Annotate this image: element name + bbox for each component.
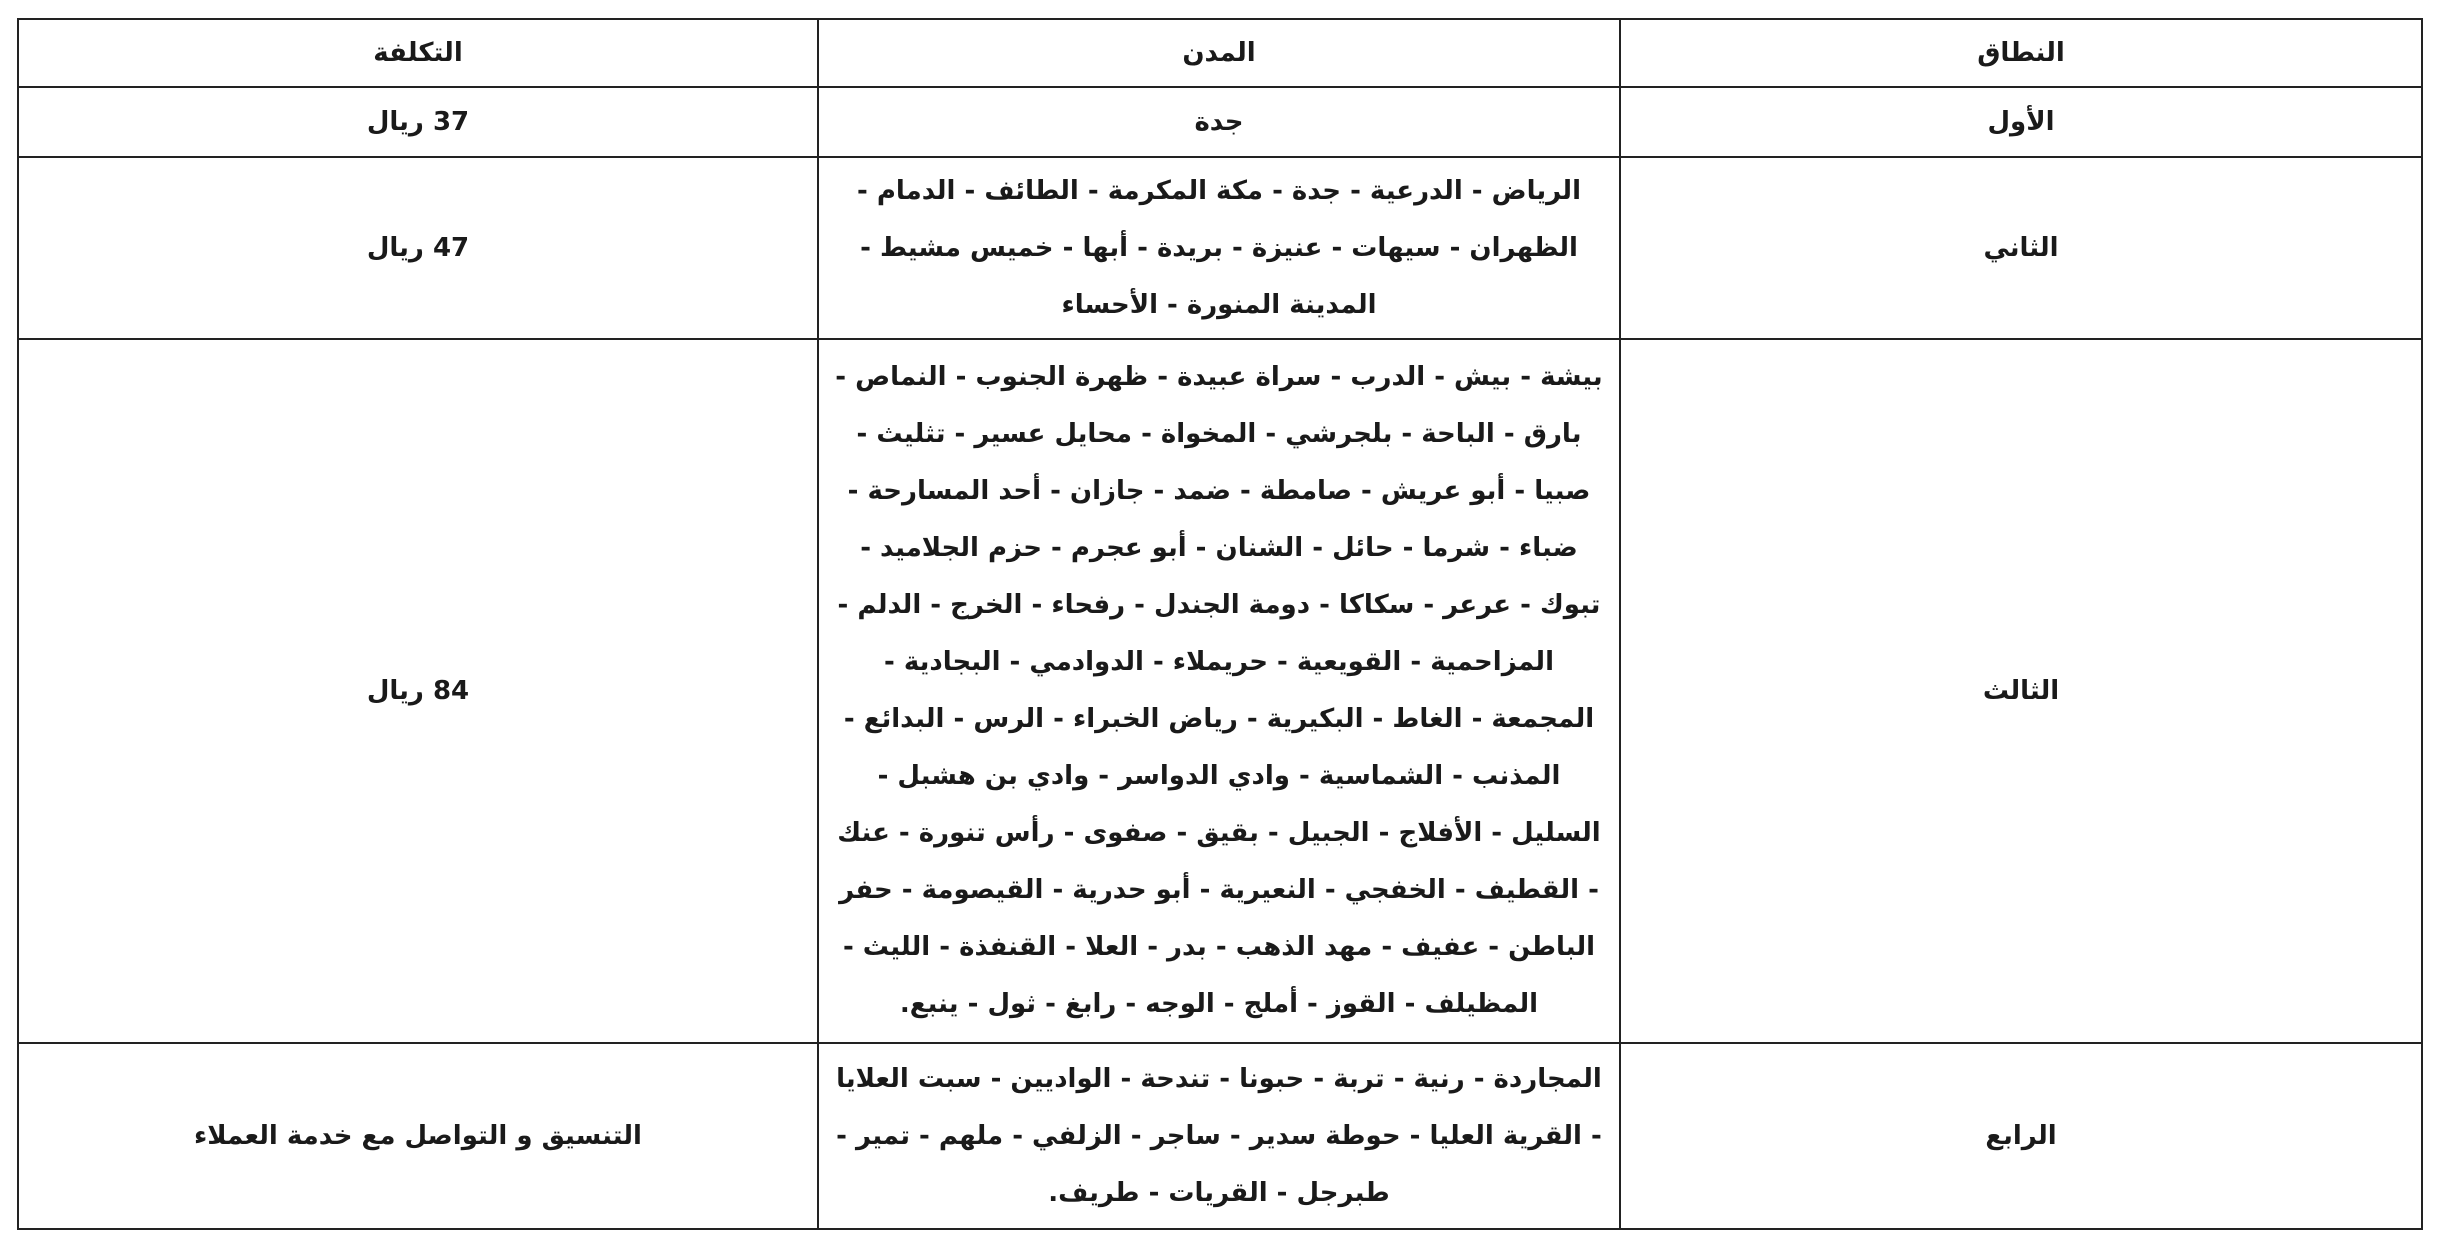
cost-cell: 37 ريال [18, 87, 818, 157]
cost-cell: التنسيق و التواصل مع خدمة العملاء [18, 1043, 818, 1229]
table-header [18, 19, 2422, 87]
cost-cell: 47 ريال [18, 157, 818, 339]
table-row [18, 1043, 2422, 1229]
shipping-zones-table [17, 18, 2423, 1230]
header-row [18, 19, 2422, 87]
zone-cell: الرابع [1620, 1043, 2422, 1229]
cities-cell: بيشة - بيش - الدرب - سراة عبيدة - ظهرة الجنوب - النماص - بارق - الباحة - بلجرشي - المخواة - محايل عسير - تثليث - صبيا - أبو عريش - صامطة - ضمد - جازان - أحد المسارحة - ضباء - شرما - حائل - الشنان - أبو عجرم - حزم الجلاميد - تبوك - عرعر - سكاكا - دومة الجندل - رفحاء - الخرج - الدلم - المزاحمية - القويعية - حريملاء - الدوادمي - البجادية - المجمعة - الغاط - البكيرية - رياض الخبراء - الرس - البدائع - المذنب - الشماسية - وادي الدواسر - وادي بن هشبل - السليل - الأفلاج - الجبيل - بقيق - صفوى - رأس تنورة - عنك - القطيف - الخفجي - النعيرية - أبو حدرية - القيصومة - حفر الباطن - عفيف - مهد الذهب - بدر - العلا - القنفذة - الليث - المظيلف - القوز - أملج - الوجه - رابغ - ثول - ينبع. [818, 339, 1620, 1043]
zone-cell: الثاني [1620, 157, 2422, 339]
header-zone: النطاق [1620, 19, 2422, 87]
zone-cell: الثالث [1620, 339, 2422, 1043]
cities-cell: جدة [818, 87, 1620, 157]
zone-cell: الأول [1620, 87, 2422, 157]
cost-cell: 84 ريال [18, 339, 818, 1043]
shipping-zones-table-wrapper [17, 18, 2421, 1230]
header-cities: المدن [818, 19, 1620, 87]
table-row [18, 339, 2422, 1043]
cities-cell: الرياض - الدرعية - جدة - مكة المكرمة - الطائف - الدمام - الظهران - سيهات - عنيزة - بريدة - أبها - خميس مشيط - المدينة المنورة - الأحساء [818, 157, 1620, 339]
table-body [18, 87, 2422, 1229]
table-row [18, 87, 2422, 157]
table-row [18, 157, 2422, 339]
header-cost: التكلفة [18, 19, 818, 87]
cities-cell: المجاردة - رنية - تربة - حبونا - تندحة - الواديين - سبت العلايا - القرية العليا - حوطة سدير - ساجر - الزلفي - ملهم - تمير - طبرجل - القريات - طريف. [818, 1043, 1620, 1229]
